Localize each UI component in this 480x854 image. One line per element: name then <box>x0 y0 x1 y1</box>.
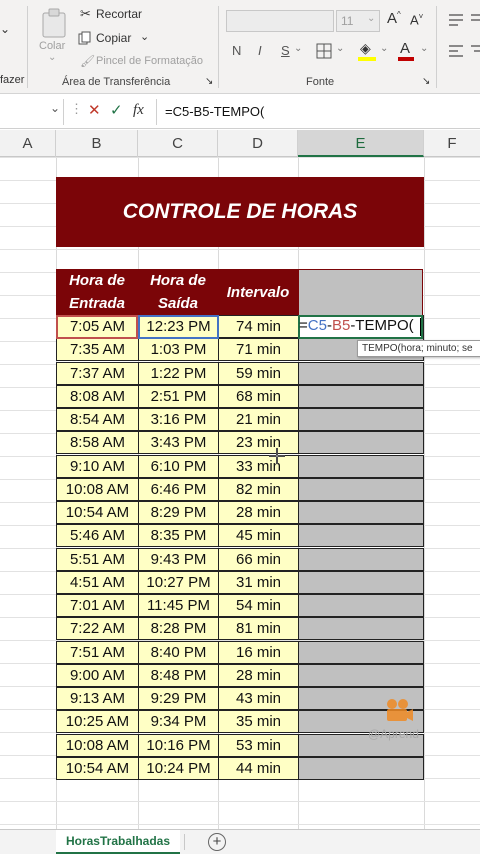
cell-result[interactable] <box>298 664 424 687</box>
sheet-tab-bar <box>0 829 480 854</box>
italic-button[interactable]: I <box>258 43 262 58</box>
cell-result[interactable] <box>298 594 424 617</box>
decrease-font-icon[interactable]: A˅ <box>410 12 424 28</box>
cell-saida[interactable]: 10:24 PM <box>138 757 219 780</box>
cell-entrada[interactable]: 7:05 AM <box>56 315 139 338</box>
clipboard-group-label: Área de Transferência <box>62 76 171 88</box>
name-box-chevron-icon[interactable]: ⌄ <box>50 101 61 115</box>
increase-font-icon[interactable]: A^ <box>387 10 401 27</box>
formula-ref-b5: B5 <box>331 317 351 334</box>
gridline-horizontal <box>0 157 480 158</box>
paste-icon <box>40 8 68 38</box>
table-row <box>56 757 424 780</box>
cell-edit-formula[interactable] <box>298 315 414 339</box>
cell-intervalo[interactable]: 71 min <box>218 338 299 361</box>
cell-saida[interactable]: 9:34 PM <box>138 710 219 733</box>
cell-entrada[interactable]: 10:08 AM <box>56 734 139 757</box>
table-row <box>56 362 424 385</box>
cell-entrada[interactable]: 9:00 AM <box>56 664 139 687</box>
formula-ref-c5: C5 <box>307 317 327 334</box>
add-sheet-button[interactable]: + <box>208 833 226 851</box>
reference-outline-c5 <box>138 315 219 339</box>
align-middle-icon[interactable] <box>470 13 480 27</box>
font-group-label: Fonte <box>306 76 335 88</box>
cell-intervalo[interactable]: 81 min <box>218 617 299 640</box>
copy-icon <box>78 31 92 45</box>
cell-entrada[interactable]: 10:08 AM <box>56 478 139 501</box>
borders-icon[interactable] <box>316 43 332 59</box>
cell-result[interactable] <box>298 501 424 524</box>
copy-button[interactable] <box>78 30 158 48</box>
cell-intervalo[interactable]: 59 min <box>218 362 299 385</box>
cell-intervalo[interactable]: 44 min <box>218 757 299 780</box>
cell-saida[interactable]: 3:16 PM <box>138 408 219 431</box>
cell-saida[interactable]: 11:45 PM <box>138 594 219 617</box>
column-header-d[interactable]: D <box>218 130 298 157</box>
cell-intervalo[interactable]: 21 min <box>218 408 299 431</box>
font-color-button[interactable] <box>398 40 416 62</box>
cell-result[interactable] <box>298 385 424 408</box>
table-row <box>56 571 424 594</box>
formula-options-icon[interactable]: ⋮ <box>70 101 83 116</box>
cell-entrada[interactable]: 5:46 AM <box>56 524 139 547</box>
tab-separator <box>184 834 185 850</box>
underline-button[interactable]: S <box>281 43 290 58</box>
cell-saida[interactable]: 8:28 PM <box>138 617 219 640</box>
copy-label: Copiar <box>96 31 132 45</box>
cell-result[interactable] <box>298 455 424 478</box>
cell-saida[interactable]: 1:22 PM <box>138 362 219 385</box>
cell-saida[interactable]: 8:29 PM <box>138 501 219 524</box>
column-header-e[interactable]: E <box>298 130 424 157</box>
font-color-chevron-icon[interactable]: ⌄ <box>420 43 429 54</box>
cell-saida[interactable]: 3:43 PM <box>138 431 219 454</box>
cell-result[interactable] <box>298 757 424 780</box>
cell-entrada[interactable]: 10:54 AM <box>56 757 139 780</box>
dialog-launcher-icon[interactable]: ↘ <box>205 76 214 87</box>
cell-result[interactable] <box>298 571 424 594</box>
header-entrada-line1: Hora de <box>69 272 125 289</box>
cut-label: Recortar <box>96 7 143 21</box>
watermark <box>368 697 480 747</box>
cell-entrada[interactable]: 7:51 AM <box>56 641 139 664</box>
paste-button[interactable] <box>36 6 72 64</box>
table-row <box>56 594 424 617</box>
fill-chevron-icon[interactable]: ⌄ <box>380 43 389 54</box>
sheet-tab-horas-trabalhadas[interactable]: HorasTrabalhadas <box>56 830 180 854</box>
cancel-icon[interactable]: ✕ <box>88 102 101 119</box>
table-row <box>56 548 424 571</box>
font-size-value: 11 <box>341 14 354 28</box>
cell-saida[interactable]: 8:35 PM <box>138 524 219 547</box>
format-painter-label: Pincel de Formatação <box>96 55 203 67</box>
fill-color-swatch <box>358 57 376 61</box>
font-name-select[interactable] <box>226 10 334 32</box>
cell-entrada[interactable]: 9:13 AM <box>56 687 139 710</box>
paste-chevron-icon[interactable]: ⌄ <box>48 52 57 63</box>
header-result-cell[interactable] <box>298 269 423 315</box>
header-intervalo[interactable]: Intervalo <box>226 283 290 301</box>
formula-bar-divider <box>156 99 157 125</box>
ribbon-dropdown-chevron[interactable]: ⌄ <box>0 22 11 36</box>
column-header-row <box>0 130 480 157</box>
table-row <box>56 524 424 547</box>
cell-entrada[interactable]: 4:51 AM <box>56 571 139 594</box>
cell-intervalo[interactable]: 53 min <box>218 734 299 757</box>
cell-intervalo[interactable]: 28 min <box>218 501 299 524</box>
cell-intervalo[interactable]: 23 min <box>218 431 299 454</box>
cell-intervalo[interactable]: 74 min <box>218 315 299 338</box>
cell-saida[interactable]: 8:40 PM <box>138 641 219 664</box>
cell-saida[interactable]: 6:10 PM <box>138 455 219 478</box>
cell-intervalo[interactable]: 45 min <box>218 524 299 547</box>
cell-intervalo[interactable]: 68 min <box>218 385 299 408</box>
formula-input[interactable]: =C5-B5-TEMPO( <box>165 104 265 119</box>
table-row <box>56 431 424 454</box>
watermark-handle: @Aprend <box>368 727 419 741</box>
cell-result[interactable] <box>298 408 424 431</box>
name-box[interactable] <box>0 99 64 125</box>
formula-equals: = <box>299 317 308 334</box>
gridline-horizontal <box>0 824 480 825</box>
format-painter-button[interactable] <box>80 54 210 72</box>
underline-chevron-icon[interactable]: ⌄ <box>294 43 303 54</box>
cell-intervalo[interactable]: 33 min <box>218 455 299 478</box>
cell-saida[interactable]: 10:16 PM <box>138 734 219 757</box>
cell-result[interactable] <box>298 431 424 454</box>
header-saida[interactable] <box>138 269 218 315</box>
align-center-icon[interactable] <box>470 44 480 58</box>
cell-saida[interactable]: 2:51 PM <box>138 385 219 408</box>
header-saida-line2: Saída <box>157 295 198 312</box>
ribbon-separator <box>436 6 437 88</box>
cell-entrada[interactable]: 7:01 AM <box>56 594 139 617</box>
cell-entrada[interactable]: 8:58 AM <box>56 431 139 454</box>
cell-intervalo[interactable]: 28 min <box>218 664 299 687</box>
borders-chevron-icon[interactable]: ⌄ <box>336 43 345 54</box>
sheet-title: CONTROLE DE HORAS <box>56 177 424 247</box>
cut-button[interactable] <box>80 6 150 24</box>
cell-entrada[interactable]: 8:54 AM <box>56 408 139 431</box>
worksheet-grid[interactable] <box>0 157 480 829</box>
gridline-horizontal <box>0 249 480 250</box>
cell-entrada[interactable]: 7:35 AM <box>56 338 139 361</box>
header-saida-line1: Hora de <box>150 272 206 289</box>
cell-saida[interactable]: 9:29 PM <box>138 687 219 710</box>
paint-bucket-icon: ◈ <box>360 40 371 56</box>
cell-intervalo[interactable]: 54 min <box>218 594 299 617</box>
cell-entrada[interactable]: 8:08 AM <box>56 385 139 408</box>
font-size-select[interactable] <box>336 10 380 32</box>
ribbon-separator <box>218 6 219 88</box>
brush-icon: 🖌 <box>80 54 96 68</box>
table-row <box>56 641 424 664</box>
column-header-c[interactable]: C <box>138 130 218 157</box>
kwai-logo-icon <box>384 697 414 723</box>
table-row <box>56 617 424 640</box>
cell-result[interactable] <box>298 524 424 547</box>
scissors-icon: ✂ <box>80 6 91 21</box>
bold-button[interactable]: N <box>232 43 242 58</box>
font-dialog-launcher-icon[interactable]: ↘ <box>422 76 431 87</box>
cell-entrada[interactable]: 7:37 AM <box>56 362 139 385</box>
column-header-f[interactable]: F <box>447 135 457 152</box>
cell-saida[interactable]: 10:27 PM <box>138 571 219 594</box>
font-color-label: A <box>400 40 411 57</box>
cell-saida[interactable]: 9:43 PM <box>138 548 219 571</box>
gridline-horizontal <box>0 801 480 802</box>
cell-saida[interactable]: 8:48 PM <box>138 664 219 687</box>
table-row <box>56 478 424 501</box>
cell-entrada[interactable]: 7:22 AM <box>56 617 139 640</box>
cell-entrada[interactable]: 9:10 AM <box>56 455 139 478</box>
cell-intervalo[interactable]: 16 min <box>218 641 299 664</box>
font-color-swatch <box>398 57 414 61</box>
ribbon <box>0 0 480 94</box>
text-caret <box>420 318 421 336</box>
table-row <box>56 501 424 524</box>
cell-intervalo[interactable]: 35 min <box>218 710 299 733</box>
cell-intervalo[interactable]: 66 min <box>218 548 299 571</box>
table-row <box>56 664 424 687</box>
insert-function-button[interactable]: fx <box>133 102 144 118</box>
cell-result[interactable] <box>298 362 424 385</box>
align-left-icon[interactable] <box>448 44 464 58</box>
column-header-b[interactable]: B <box>56 130 138 157</box>
cell-intervalo[interactable]: 31 min <box>218 571 299 594</box>
cell-saida[interactable]: 1:03 PM <box>138 338 219 361</box>
ribbon-separator <box>27 6 28 88</box>
table-row <box>56 408 424 431</box>
font-size-chevron-icon: ⌄ <box>367 13 376 24</box>
cell-intervalo[interactable]: 82 min <box>218 478 299 501</box>
table-row <box>56 385 424 408</box>
partial-group-label: fazer <box>0 74 25 86</box>
formula-rest: -TEMPO( <box>350 317 414 334</box>
cell-intervalo[interactable]: 43 min <box>218 687 299 710</box>
cell-entrada[interactable]: 5:51 AM <box>56 548 139 571</box>
cell-saida[interactable]: 12:23 PM <box>138 315 219 338</box>
formula-bar <box>0 95 480 129</box>
header-entrada-line2: Entrada <box>69 295 125 312</box>
enter-icon[interactable]: ✓ <box>110 102 123 119</box>
cell-entrada[interactable]: 10:25 AM <box>56 710 139 733</box>
fill-color-button[interactable] <box>358 40 378 62</box>
column-header-a[interactable]: A <box>0 130 56 157</box>
formula-minus: - <box>326 317 332 334</box>
header-entrada[interactable] <box>56 269 138 315</box>
cell-result[interactable] <box>298 641 424 664</box>
table-row <box>56 455 424 478</box>
paste-label: Colar <box>39 40 66 52</box>
move-cursor-icon <box>268 447 286 465</box>
cell-entrada[interactable]: 10:54 AM <box>56 501 139 524</box>
function-tooltip: TEMPO(hora; minuto; se <box>357 340 480 357</box>
copy-chevron-icon[interactable]: ⌄ <box>140 31 150 43</box>
reference-outline-b5 <box>56 315 138 339</box>
align-top-icon[interactable] <box>448 13 464 27</box>
cell-saida[interactable]: 6:46 PM <box>138 478 219 501</box>
cell-result[interactable] <box>298 478 424 501</box>
cell-result[interactable] <box>298 548 424 571</box>
cell-result[interactable] <box>298 617 424 640</box>
